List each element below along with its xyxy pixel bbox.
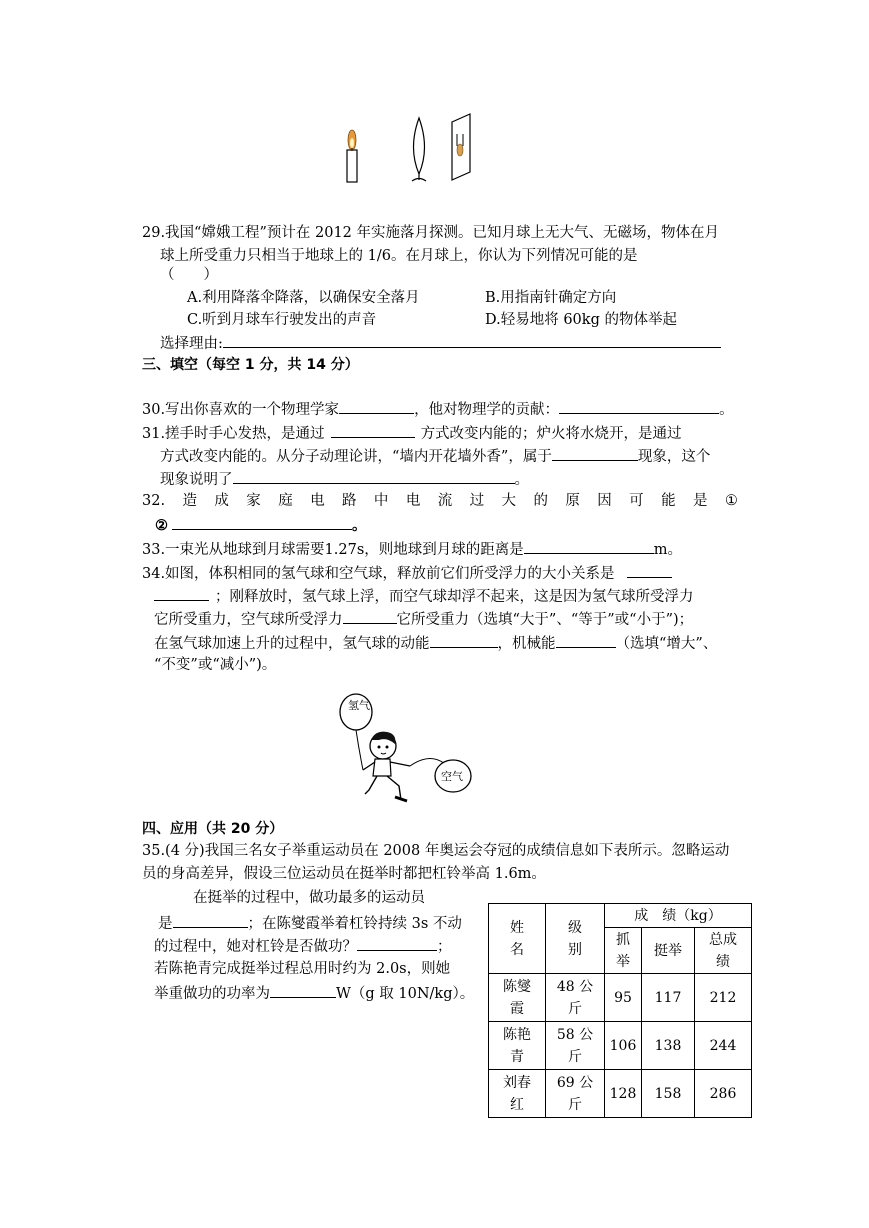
section3-title: 三、填空（每空 1 分，共 14 分） bbox=[142, 357, 359, 373]
cell-snatch: 95 bbox=[605, 974, 642, 1022]
cell-name: 刘春 红 bbox=[489, 1070, 546, 1118]
q34-row5: “不变”或“减小”)。 bbox=[154, 657, 277, 673]
q35-line7 bbox=[154, 981, 474, 1005]
q29-option-b[interactable]: B.用指南针确定方向 bbox=[485, 290, 617, 306]
q35-line5 bbox=[154, 934, 452, 958]
q29-option-c[interactable]: C.听到月球车行驶发出的声音 bbox=[187, 312, 377, 328]
q35-blank-work[interactable] bbox=[357, 934, 437, 951]
q31-text-e: 现象说明了 bbox=[160, 472, 233, 488]
q34-row3 bbox=[154, 607, 693, 631]
q32-char: ① bbox=[724, 493, 738, 509]
cell-class: 48 公 斤 bbox=[546, 974, 605, 1022]
q31-row2 bbox=[160, 444, 710, 468]
q32-char: 中 bbox=[373, 493, 389, 509]
q32-row2 bbox=[155, 513, 367, 537]
q31-text-b: 方式改变内能的；炉火将水烧开，是通过 bbox=[420, 426, 682, 442]
q32-row1 bbox=[142, 490, 738, 512]
q29-reason-row bbox=[160, 331, 721, 355]
balloon-figure bbox=[335, 690, 485, 808]
q35-blank-power[interactable] bbox=[270, 981, 336, 998]
table-row bbox=[489, 1022, 752, 1070]
q32-second-marker: ② bbox=[155, 517, 168, 534]
cell-clean-jerk: 117 bbox=[642, 974, 695, 1022]
table-row bbox=[489, 974, 752, 1022]
q35-text-5a: 的过程中，她对杠铃是否做功？ bbox=[154, 939, 357, 955]
cell-total: 286 bbox=[695, 1070, 752, 1118]
q34-blank-1a[interactable] bbox=[627, 561, 672, 578]
q31-text-f: 。 bbox=[514, 472, 529, 488]
q32-char: 造 bbox=[182, 493, 197, 509]
q32-char: 可 bbox=[629, 493, 644, 509]
q30-text-c: 。 bbox=[719, 402, 734, 418]
q34-blank-2[interactable] bbox=[343, 607, 397, 624]
section4-title: 四、应用（共 20 分） bbox=[142, 821, 284, 837]
cell-total: 244 bbox=[695, 1022, 752, 1070]
q30-text-b: ，他对物理学的贡献： bbox=[414, 402, 560, 418]
q34-row2 bbox=[154, 584, 694, 608]
cell-clean-jerk: 138 bbox=[642, 1022, 695, 1070]
header-total: 总成 绩 bbox=[695, 928, 752, 974]
q35-text-7a: 举重做功的功率为 bbox=[154, 986, 270, 1002]
q29-option-d[interactable]: D.轻易地将 60kg 的物体举起 bbox=[485, 312, 677, 328]
q32-char: 的 bbox=[533, 493, 548, 509]
q32-char: 大 bbox=[501, 493, 517, 509]
q35-line4 bbox=[158, 911, 462, 935]
q31-row1 bbox=[142, 421, 682, 445]
q35-line6: 若陈艳青完成挺举过程总用时约为 2.0s，则她 bbox=[154, 961, 451, 977]
q35-blank-athlete[interactable] bbox=[173, 911, 248, 928]
q34-text-c: 它所受重力，空气球所受浮力 bbox=[154, 612, 343, 628]
q31-text-a: 31.搓手时手心发热，是通过 bbox=[142, 426, 325, 442]
q35-line3: 在挺举的过程中，做功最多的运动员 bbox=[193, 890, 425, 906]
q34-row1 bbox=[142, 561, 672, 585]
header-name: 姓 名 bbox=[489, 904, 546, 974]
q32-char: 过 bbox=[469, 493, 485, 509]
q34-text-a: 34.如图，体积相同的氢气球和空气球，释放前它们所受浮力的大小关系是 bbox=[142, 566, 615, 582]
q34-text-f: ，机械能 bbox=[497, 636, 556, 652]
q30-row bbox=[142, 397, 734, 421]
q31-blank-2[interactable] bbox=[552, 444, 638, 461]
q34-text-b: ；刚释放时，氢气球上浮，而空气球却浮不起来，这是因为氢气球所受浮力 bbox=[215, 589, 694, 605]
q30-text-a: 30.写出你喜欢的一个物理学家 bbox=[142, 402, 340, 418]
header-snatch: 抓 举 bbox=[605, 928, 642, 974]
q35-text-5b: ； bbox=[437, 939, 452, 955]
q32-blank-2[interactable] bbox=[172, 513, 352, 530]
table-row bbox=[489, 1070, 752, 1118]
q34-text-g: （选填“增大”、 bbox=[615, 636, 718, 652]
header-class: 级 别 bbox=[546, 904, 605, 974]
q34-row4 bbox=[154, 631, 717, 655]
q32-char: 电 bbox=[405, 493, 421, 509]
score-table bbox=[488, 903, 752, 1118]
q29-line1: 29.我国“嫦娥工程”预计在 2012 年实施落月探测。已知月球上无大气、无磁场，物体在月 bbox=[142, 225, 720, 241]
q29-reason-label: 选择理由: bbox=[160, 336, 223, 352]
q34-blank-1b[interactable] bbox=[154, 584, 209, 601]
q30-blank-physicist[interactable] bbox=[339, 397, 414, 414]
q32-char: 能 bbox=[661, 493, 676, 509]
q31-blank-3[interactable] bbox=[233, 467, 515, 484]
cell-name: 陈艳 青 bbox=[489, 1022, 546, 1070]
q35-text-4b: ；在陈燮霞举着杠铃持续 3s 不动 bbox=[247, 916, 462, 932]
header-clean-jerk: 挺举 bbox=[642, 928, 695, 974]
q32-char: 成 bbox=[214, 493, 229, 509]
q32-end: 。 bbox=[352, 517, 367, 534]
cell-snatch: 106 bbox=[605, 1022, 642, 1070]
q31-text-d: 现象，这个 bbox=[637, 449, 711, 465]
q29-line2: 球上所受重力只相当于地球上的 1/6。在月球上，你认为下列情况可能的是 bbox=[160, 248, 638, 264]
q29-option-a[interactable]: A.利用降落伞降落，以确保安全落月 bbox=[187, 290, 420, 306]
q32-char: 路 bbox=[342, 493, 357, 509]
q31-row3 bbox=[160, 467, 529, 491]
q34-blank-3[interactable] bbox=[430, 631, 498, 648]
optics-figure bbox=[340, 110, 480, 190]
header-score: 成 绩（kg） bbox=[605, 904, 752, 928]
cell-class: 58 公 斤 bbox=[546, 1022, 605, 1070]
q34-text-d: 它所受重力（选填“大于”、“等于”或“小于”)； bbox=[396, 612, 694, 628]
cell-class: 69 公 斤 bbox=[546, 1070, 605, 1118]
q35-line2: 员的身高差异，假设三位运动员在挺举时都把杠铃举高 1.6m。 bbox=[142, 866, 546, 882]
q34-text-e: 在氢气球加速上升的过程中，氢气球的动能 bbox=[154, 636, 430, 652]
q32-char: 是 bbox=[692, 493, 708, 509]
cell-total: 212 bbox=[695, 974, 752, 1022]
q32-char: 流 bbox=[437, 493, 453, 509]
cell-snatch: 128 bbox=[605, 1070, 642, 1118]
q33-text-b: m。 bbox=[653, 542, 683, 558]
q34-blank-4[interactable] bbox=[556, 631, 616, 648]
cell-clean-jerk: 158 bbox=[642, 1070, 695, 1118]
balloon-hydrogen-label: 氢气 bbox=[348, 699, 370, 712]
cell-name: 陈燮 霞 bbox=[489, 974, 546, 1022]
q32-char: 家 bbox=[246, 493, 261, 509]
q35-line1: 35.(4 分)我国三名女子举重运动员在 2008 年奥运会夺冠的成绩信息如下表所示。忽略运动 bbox=[142, 843, 730, 859]
q33-text-a: 33.一束光从地球到月球需要1.27s，则地球到月球的距离是 bbox=[142, 542, 524, 558]
q30-blank-contribution[interactable] bbox=[559, 397, 719, 414]
q29-answer-paren[interactable]: （ ） bbox=[160, 267, 218, 283]
q32-char: 电 bbox=[310, 493, 325, 509]
q29-reason-blank[interactable] bbox=[223, 331, 721, 348]
q35-text-4a: 是 bbox=[158, 916, 173, 932]
q32-char: 庭 bbox=[278, 493, 293, 509]
q32-char: 原 bbox=[565, 493, 580, 509]
q32-char: 因 bbox=[597, 493, 612, 509]
q31-blank-1[interactable] bbox=[331, 421, 415, 438]
q35-text-7b: W（g 取 10N/kg）。 bbox=[336, 986, 475, 1002]
q31-text-c: 方式改变内能的。从分子动理论讲，“墙内开花墙外香”，属于 bbox=[160, 449, 552, 465]
q33-blank[interactable] bbox=[524, 537, 654, 554]
balloon-air-label: 空气 bbox=[441, 770, 463, 783]
q32-char: 32. bbox=[142, 493, 166, 509]
q33-row bbox=[142, 537, 682, 561]
